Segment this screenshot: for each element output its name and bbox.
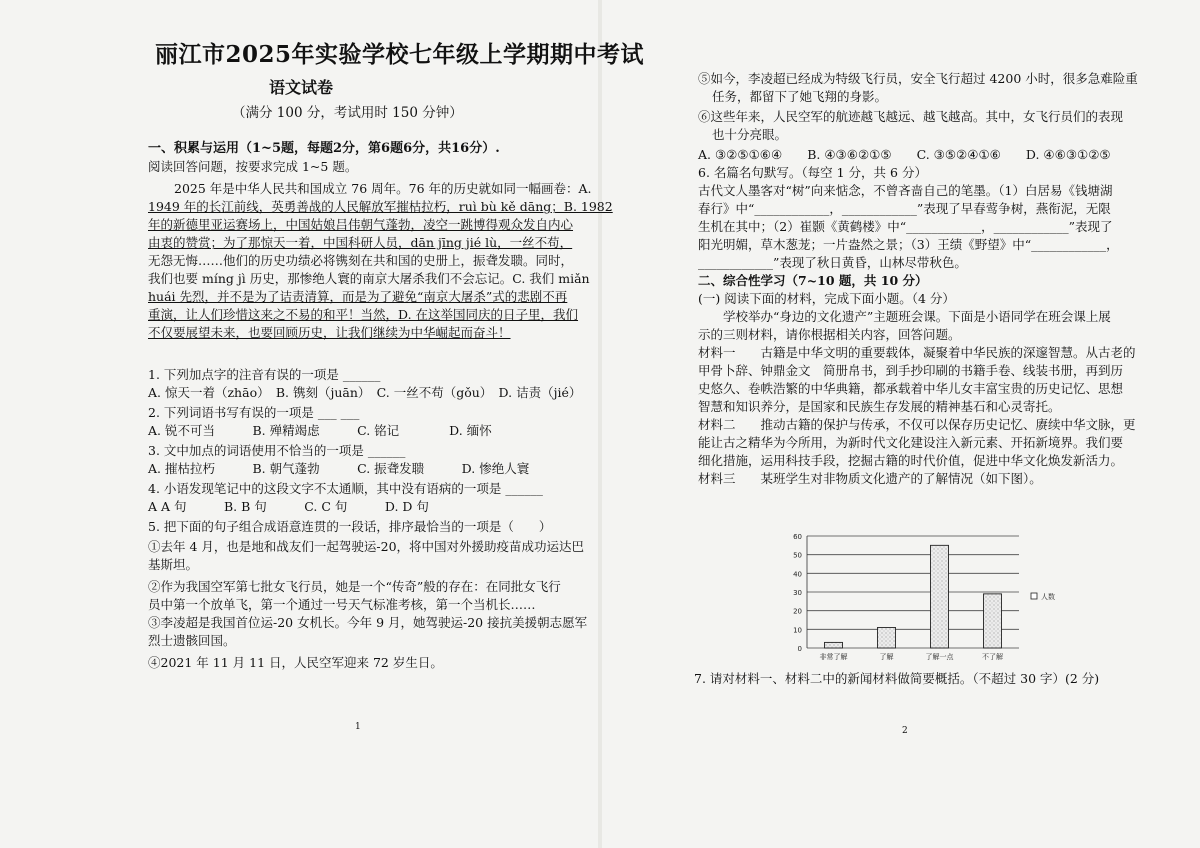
material-intro: 学校举办“身边的文化遗产”主题班会课。下面是小语同学在班会课上展 [698, 309, 1111, 324]
passage-line: 我们也要 míng jì 历史，那惨绝人寰的南京大屠杀我们不会忘记。C. 我们 miǎn [148, 271, 590, 286]
fill-blank-line: 阳光明媚，草木葱茏；一片盎然之景；（3）王绩《野望》中“____________， [698, 237, 1119, 252]
fill-blank-line: 生机在其中；（2）崔颢《黄鹤楼》中“____________，____________”表现了 [698, 219, 1113, 234]
right-page [600, 0, 1200, 848]
exam-title: 丽江市2025年实验学校七年级上学期期中考试 [155, 41, 645, 68]
sentence-line: ①去年 4 月，也是地和战友们一起驾驶运-20，将中国对外援助疫苗成功运达巴 [148, 539, 585, 554]
passage-line: 由衷的赞赏；为了那惊天一着，中国科研人员，dān jīng jié lù，一丝不苟， [148, 235, 573, 250]
sentence-line: ④2021 年 11 月 11 日，人民空军迎来 72 岁生日。 [148, 655, 443, 670]
question-line: 3. 文中加点的词语使用不恰当的一项是 ______ [148, 443, 406, 458]
question-7: 7. 请对材料一、材料二中的新闻材料做简要概括。（不超过 30 字）(2 分) [694, 671, 1100, 686]
passage-line: 无怨无悔……他们的历史功绩必将镌刻在共和国的史册上，振聋发聩。同时， [148, 253, 574, 268]
x-tick-label: 不了解 [982, 653, 1003, 661]
fill-blank-line: 古代文人墨客对“树”向来惦念，不曾吝啬自己的笔墨。（1）白居易《钱塘湖 [698, 183, 1113, 198]
passage-line: 重演，让人们珍惜这来之不易的和平！当然，D. 在这举国同庆的日子里，我们 [148, 307, 579, 322]
bar [931, 545, 949, 648]
sentence-line: 任务，都留下了她飞翔的身影。 [712, 89, 888, 104]
sentence-line: 员中第一个放单飞，第一个通过一号天气标准考核，第一个当机长…… [148, 597, 536, 612]
question-options: A. 惊天一着（zhāo） B. 镌刻（juān） C. 一丝不苟（gǒu） D. 诘责（jié） [148, 385, 582, 400]
question-block-left [148, 366, 587, 672]
material-line: 智慧和知识养分，是国家和民族生存发展的精神基石和心灵寄托。 [698, 399, 1061, 414]
sentence-line: 基斯坦。 [148, 557, 199, 572]
sentence-line: ②作为我国空军第七批女飞行员，她是一个“传奇”般的存在：在同批女飞行 [148, 579, 561, 594]
instruction-text: 阅读回答问题，按要求完成 1~5 题。 [148, 159, 358, 174]
material-intro: 示的三则材料，请你根据相关内容，回答问题。 [698, 327, 961, 342]
survey-bar-chart [773, 528, 1103, 670]
passage-line: 2025 年是中华人民共和国成立 76 周年。76 年的历史就如同一幅画卷：A. [174, 181, 592, 196]
question-line: 2. 下列词语书写有误的一项是 ___ ___ [148, 405, 360, 420]
question-line: 5. 把下面的句子组合成语意连贯的一段话，排序最恰当的一项是（ ） [148, 519, 552, 534]
exam-subtitle: 语文试卷 [269, 78, 334, 97]
question-line: 6. 名篇名句默写。（每空 1 分，共 6 分） [698, 165, 927, 180]
sentence-line: 也十分亮眼。 [712, 127, 788, 142]
fill-blank-line: 春行》中“____________，____________”表现了早春莺争树，燕衔泥，无限 [698, 201, 1111, 216]
reading-passage [148, 180, 613, 342]
material-line: 材料三 某班学生对非物质文化遗产的了解情况（如下图）。 [698, 471, 1042, 486]
question-line: 4. 小语发现笔记中的这段文字不太通顺，其中没有语病的一项是 ______ [148, 481, 543, 496]
legend-label: 人数 [1041, 593, 1055, 601]
right-text-block [698, 70, 1138, 488]
fill-blank-line: ____________”表现了秋日黄昏，山林尽带秋色。 [698, 255, 967, 270]
passage-line: 不仅要展望未来，也要回顾历史，让我们继续为中华崛起而奋斗！ [148, 325, 511, 340]
y-tick-label: 60 [793, 533, 802, 541]
y-tick-label: 10 [793, 626, 802, 635]
x-tick-label: 了解 [879, 653, 894, 661]
y-tick-label: 30 [793, 589, 802, 597]
material-line: 甲骨卜辞、钟鼎金文 简册帛书，到手抄印刷的书籍手卷、线装书册，再到历 [698, 363, 1124, 378]
sentence-line: ③李凌超是我国首位运-20 女机长。今年 9 月，她驾驶运-20 接抗美援朝志愿军 [148, 615, 588, 630]
material-line: 能让古之精华为今所用，为新时代文化建设注入新元素、开拓新境界。我们要 [698, 435, 1124, 450]
sentence-line: 烈士遗骸回国。 [148, 633, 236, 648]
bar [984, 594, 1002, 648]
passage-line: huái 先烈，并不是为了诘责清算，而是为了避免“南京大屠杀”式的悲剧不再 [148, 289, 568, 304]
question-options: A A 句 B. B 句 C. C 句 D. D 句 [148, 499, 429, 514]
chart-svg [773, 528, 1103, 670]
question-options: A. 锐不可当 B. 殚精竭虑 C. 铭记 D. 缅怀 [148, 423, 492, 438]
question-line: 1. 下列加点字的注音有误的一项是 ______ [148, 367, 381, 382]
section-heading-2: 二、综合性学习（7~10 题，共 10 分） [698, 273, 928, 288]
exam-meta: （满分 100 分，考试用时 150 分钟） [232, 105, 463, 121]
question-line: (一) 阅读下面的材料，完成下面小题。（4 分） [698, 291, 955, 306]
x-tick-label: 了解一点 [925, 653, 954, 661]
y-tick-label: 40 [793, 570, 802, 579]
y-tick-label: 50 [793, 551, 802, 560]
passage-line: 年的新德里亚运赛场上，中国姑娘吕伟朝气蓬勃，凌空一跳博得观众发自内心 [148, 217, 574, 232]
material-line: 史悠久、卷帙浩繁的中华典籍，都承载着中华儿女丰富宝贵的历史记忆、思想 [698, 381, 1124, 396]
answer-options: A. ③②⑤①⑥④ B. ④③⑥②①⑤ C. ③⑤②④①⑥ D. ④⑥③①②⑤ [698, 147, 1111, 162]
x-tick-label: 非常了解 [819, 653, 848, 661]
y-tick-label: 20 [793, 607, 802, 616]
material-line: 细化措施，运用科技手段，挖掘古籍的时代价值，促进中华文化焕发新活力。 [698, 453, 1124, 468]
sentence-line: ⑥这些年来，人民空军的航迹越飞越远、越飞越高。其中，女飞行员们的表现 [698, 109, 1124, 124]
passage-line: 1949 年的长江前线，英勇善战的人民解放军摧枯拉朽，ruì bù kě dāng；B. 1982 [148, 199, 613, 214]
question-options: A. 摧枯拉朽 B. 朝气蓬勃 C. 振聋发聩 D. 惨绝人寰 [148, 461, 530, 476]
legend-swatch [1031, 593, 1037, 599]
material-line: 材料二 推动古籍的保护与传承，不仅可以保存历史记忆、赓续中华文脉，更 [698, 417, 1136, 432]
section-heading-1: 一、积累与运用（1~5题，每题2分，第6题6分，共16分）. [148, 141, 500, 156]
page-number: 2 [902, 726, 908, 736]
bar [825, 642, 843, 648]
y-tick-label: 0 [797, 645, 802, 653]
sentence-line: ⑤如今，李凌超已经成为特级飞行员，安全飞行超过 4200 小时，很多急难险重 [698, 71, 1138, 86]
bar [878, 627, 896, 648]
material-line: 材料一 古籍是中华文明的重要载体，凝聚着中华民族的深邃智慧。从古老的 [698, 345, 1136, 360]
page-number: 1 [355, 722, 361, 732]
